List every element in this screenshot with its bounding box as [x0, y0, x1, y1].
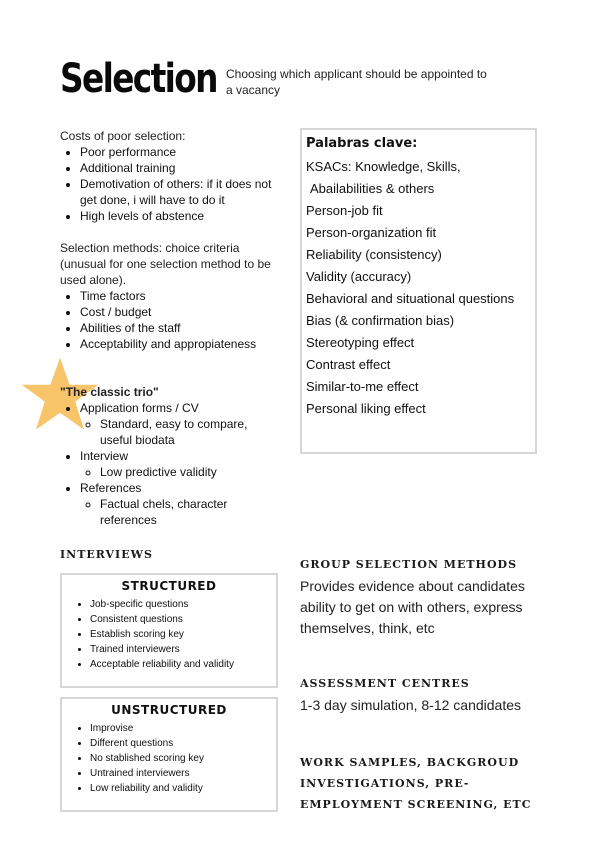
list-item: ◦ Factual chels, character references: [100, 496, 270, 528]
keywords-title: Palabras clave:: [306, 136, 418, 151]
keyword-item: Personal liking effect: [306, 401, 426, 416]
trio-section: [60, 384, 270, 528]
list-item: • Demotivation of others: if it does not get done, i will have to do it: [80, 176, 290, 208]
unstructured-box: [60, 697, 278, 812]
assessment-section: [300, 677, 540, 716]
assessment-body: 1-3 day simulation, 8-12 candidates: [300, 697, 522, 713]
trio-list: [60, 400, 270, 528]
page-subtitle: Choosing which applicant should be appointed to a vacancy: [226, 67, 487, 97]
work-heading: WORK SAMPLES, BACKGROUD INVESTIGATIONS, PRE-EMPLOYMENT SCREENING, ETC: [300, 756, 532, 811]
keywords-box: [300, 128, 537, 454]
list-item: • Consistent questions: [90, 612, 268, 627]
costs-list: [60, 144, 290, 224]
keyword-item: Similar-to-me effect: [306, 379, 419, 394]
list-item: • High levels of abstence: [80, 208, 290, 224]
list-item: • Poor performance: [80, 144, 290, 160]
keyword-item: Person-organization fit: [306, 225, 437, 240]
costs-heading: Costs of poor selection:: [60, 129, 186, 143]
interviews-heading: INTERVIEWS: [60, 548, 153, 561]
group-heading: GROUP SELECTION METHODS: [300, 558, 518, 571]
list-item: [80, 448, 270, 480]
keyword-item: Stereotyping effect: [306, 335, 415, 350]
structured-title: STRUCTURED: [121, 579, 217, 593]
trio-item-label: Application forms / CV: [80, 401, 199, 415]
group-section: [300, 558, 540, 639]
keyword-item: KSACs: Knowledge, Skills,: [306, 159, 461, 174]
list-item: • Acceptability and appropiateness: [80, 336, 276, 352]
list-item: • Trained interviewers: [90, 642, 268, 657]
trio-item-label: References: [80, 481, 142, 495]
keyword-item: Bias (& confirmation bias): [306, 313, 455, 328]
group-body: Provides evidence about candidates ability to get on with others, express themselves, think, etc: [300, 578, 525, 636]
assessment-heading: ASSESSMENT CENTRES: [300, 677, 470, 690]
keyword-item: Abailabilities & others: [310, 181, 435, 196]
unstructured-list: [70, 721, 268, 796]
structured-box: [60, 573, 278, 688]
list-item: • Acceptable reliability and validity: [90, 657, 268, 672]
unstructured-title: UNSTRUCTURED: [111, 703, 227, 717]
trio-heading: "The classic trio": [60, 385, 159, 399]
list-item: • Improvise: [90, 721, 268, 736]
list-item: ◦ Standard, easy to compare, useful biodata: [100, 416, 270, 448]
keyword-item: Person-job fit: [306, 203, 383, 218]
methods-section: [60, 240, 276, 352]
list-item: • Untrained interviewers: [90, 766, 268, 781]
keyword-item: Reliability (consistency): [306, 247, 442, 262]
list-item: [80, 400, 270, 448]
list-item: • Abilities of the staff: [80, 320, 276, 336]
page-title: Selection: [60, 56, 217, 102]
keyword-item: Behavioral and situational questions: [306, 291, 515, 306]
list-item: • Cost / budget: [80, 304, 276, 320]
list-item: ◦ Low predictive validity: [100, 464, 270, 480]
keyword-item: Validity (accuracy): [306, 269, 412, 284]
costs-section: [60, 128, 290, 224]
list-item: • Establish scoring key: [90, 627, 268, 642]
list-item: • No stablished scoring key: [90, 751, 268, 766]
list-item: • Job-specific questions: [90, 597, 268, 612]
trio-item-label: Interview: [80, 449, 129, 463]
structured-list: [70, 597, 268, 672]
methods-heading: Selection methods: choice criteria (unusual for one selection method to be used alone).: [60, 241, 271, 287]
list-item: • Time factors: [80, 288, 276, 304]
methods-list: [60, 288, 276, 352]
list-item: [80, 480, 270, 528]
list-item: • Additional training: [80, 160, 290, 176]
list-item: • Low reliability and validity: [90, 781, 268, 796]
list-item: • Different questions: [90, 736, 268, 751]
keyword-item: Contrast effect: [306, 357, 391, 372]
